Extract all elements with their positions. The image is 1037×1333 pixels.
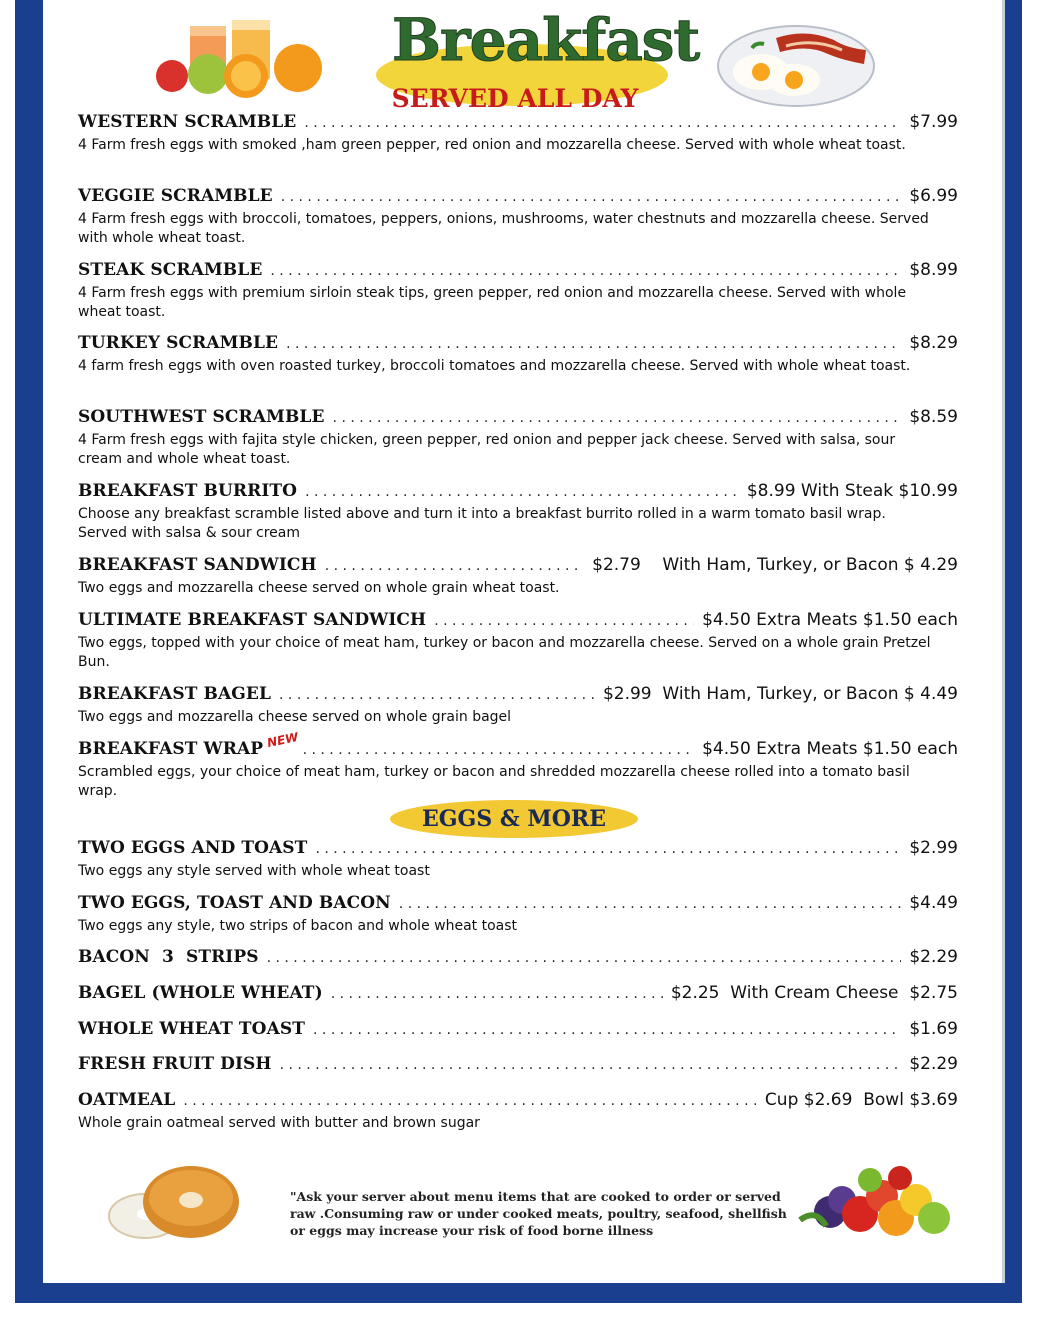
item-name: BREAKFAST SANDWICH	[78, 555, 317, 575]
leader-dots	[281, 189, 902, 205]
item-description: Scrambled eggs, your choice of meat ham, turkey or bacon and shredded mozzarella cheese rolled into a tomato basil wrap.	[78, 764, 910, 799]
item-name: OATMEAL	[78, 1090, 176, 1110]
item-description: Whole grain oatmeal served with butter and brown sugar	[78, 1115, 480, 1131]
menu-item-bacon-strips	[78, 947, 958, 969]
item-price: $4.50 Extra Meats $1.50 each	[702, 739, 958, 759]
item-description: Two eggs and mozzarella cheese served on whole grain wheat toast.	[78, 580, 560, 596]
leader-dots	[270, 263, 901, 279]
menu-item-whole-wheat-toast	[78, 1019, 958, 1041]
item-name: SOUTHWEST SCRAMBLE	[78, 407, 325, 427]
leader-dots	[434, 613, 694, 629]
leader-dots	[183, 1093, 757, 1109]
section-header-eggs-and-more	[390, 800, 638, 838]
menu-item-southwest-scramble	[78, 407, 958, 469]
item-price: $2.99 With Ham, Turkey, or Bacon $ 4.49	[602, 684, 958, 704]
item-price: $4.49	[909, 893, 958, 913]
menu-item-turkey-scramble	[78, 333, 958, 376]
item-price: Cup $2.69 Bowl $3.69	[764, 1090, 958, 1110]
item-description: Choose any breakfast scramble listed above and turn it into a breakfast burrito rolled in a warm tomato basil wrap. Served with salsa & sour cream	[78, 506, 886, 541]
item-price: $2.29	[909, 947, 958, 967]
menu-item-breakfast-bagel	[78, 684, 958, 727]
leader-dots	[279, 687, 595, 703]
item-price: $2.25 With Cream Cheese $2.75	[670, 983, 958, 1003]
bottom-margin	[15, 1303, 1022, 1333]
juice-fruit-illustration	[150, 18, 330, 98]
item-name: TURKEY SCRAMBLE	[78, 333, 279, 353]
item-name: BREAKFAST WRAP	[78, 739, 264, 759]
item-price: $7.99	[909, 112, 958, 132]
item-name: TWO EGGS, TOAST AND BACON	[78, 893, 391, 913]
item-name: FRESH FRUIT DISH	[78, 1054, 272, 1074]
leader-dots	[280, 1057, 902, 1073]
menu-item-oatmeal	[78, 1090, 958, 1133]
item-description: Two eggs any style served with whole wheat toast	[78, 863, 430, 879]
item-name: ULTIMATE BREAKFAST SANDWICH	[78, 610, 427, 630]
item-description: 4 Farm fresh eggs with smoked ,ham green pepper, red onion and mozzarella cheese. Served with whole wheat toast.	[78, 137, 906, 153]
leader-dots	[331, 986, 663, 1002]
leader-dots	[313, 1022, 901, 1038]
page-subtitle: SERVED ALL DAY	[391, 84, 639, 113]
item-price: $1.69	[909, 1019, 958, 1039]
leader-dots	[333, 410, 902, 426]
item-name: WESTERN SCRAMBLE	[78, 112, 297, 132]
leader-dots	[399, 896, 902, 912]
page-title: Breakfast	[392, 6, 700, 74]
item-name: BREAKFAST BAGEL	[78, 684, 272, 704]
leader-dots	[315, 841, 901, 857]
item-price: $8.29	[909, 333, 958, 353]
item-price: $6.99	[909, 186, 958, 206]
item-price: $4.50 Extra Meats $1.50 each	[702, 610, 958, 630]
fruit-pile-illustration	[790, 1160, 960, 1244]
leader-dots	[286, 336, 901, 352]
menu-item-two-eggs-and-toast	[78, 838, 958, 881]
food-safety-disclaimer: "Ask your server about menu items that are cooked to order or served raw .Consuming raw or under cooked meats, poultry, seafood, shellfish or eggs may increase your risk of food borne illness	[290, 1189, 787, 1238]
menu-item-ultimate-breakfast-sandwich	[78, 610, 958, 672]
item-price: $8.99 With Steak $10.99	[746, 481, 958, 501]
eggs-bacon-illustration	[716, 20, 876, 108]
item-name: VEGGIE SCRAMBLE	[78, 186, 273, 206]
item-description: 4 Farm fresh eggs with broccoli, tomatoes, peppers, onions, mushrooms, water chestnuts and mozzarella cheese. Served with whole wheat toast.	[78, 211, 929, 246]
item-description: 4 Farm fresh eggs with premium sirloin steak tips, green pepper, red onion and mozzarella cheese. Served with whole wheat toast.	[78, 285, 907, 320]
item-name: BREAKFAST BURRITO	[78, 481, 298, 501]
menu-item-breakfast-wrap	[78, 729, 958, 801]
menu-item-fresh-fruit-dish	[78, 1054, 958, 1076]
leader-dots	[267, 950, 902, 966]
section-title: EGGS & MORE	[422, 806, 606, 832]
item-name: BACON 3 STRIPS	[78, 947, 259, 967]
item-description: Two eggs any style, two strips of bacon and whole wheat toast	[78, 918, 518, 934]
item-price: $2.29	[909, 1054, 958, 1074]
item-price: $8.99	[909, 260, 958, 280]
menu-item-bagel-whole-wheat	[78, 983, 958, 1005]
menu-item-western-scramble	[78, 112, 958, 155]
item-name: STEAK SCRAMBLE	[78, 260, 263, 280]
menu-item-breakfast-sandwich	[78, 555, 958, 598]
item-name: BAGEL (WHOLE WHEAT)	[78, 983, 323, 1003]
leader-dots	[325, 558, 584, 574]
item-price: $8.59	[909, 407, 958, 427]
item-description: Two eggs, topped with your choice of meat ham, turkey or bacon and mozzarella cheese. Served on a whole grain Pretzel Bun.	[78, 635, 931, 670]
menu-item-steak-scramble	[78, 260, 958, 322]
leader-dots	[305, 484, 739, 500]
menu-item-breakfast-burrito	[78, 481, 958, 543]
leader-dots	[304, 115, 901, 131]
menu-item-two-eggs-toast-bacon	[78, 893, 958, 936]
leader-dots	[303, 742, 695, 758]
item-description: 4 farm fresh eggs with oven roasted turkey, broccoli tomatoes and mozzarella cheese. Served with whole wheat toast.	[78, 358, 911, 374]
item-description: Two eggs and mozzarella cheese served on whole grain bagel	[78, 709, 512, 725]
bagel-illustration	[105, 1160, 245, 1244]
item-description: 4 Farm fresh eggs with fajita style chicken, green pepper, red onion and pepper jack cheese. Served with salsa, sour cream and whole wheat toast.	[78, 432, 896, 467]
item-price: $2.99	[909, 838, 958, 858]
item-price: $2.79 With Ham, Turkey, or Bacon $ 4.29	[592, 555, 958, 575]
item-name: WHOLE WHEAT TOAST	[78, 1019, 306, 1039]
menu-item-veggie-scramble	[78, 186, 958, 248]
new-badge: NEW	[266, 729, 300, 751]
item-name: TWO EGGS AND TOAST	[78, 838, 308, 858]
